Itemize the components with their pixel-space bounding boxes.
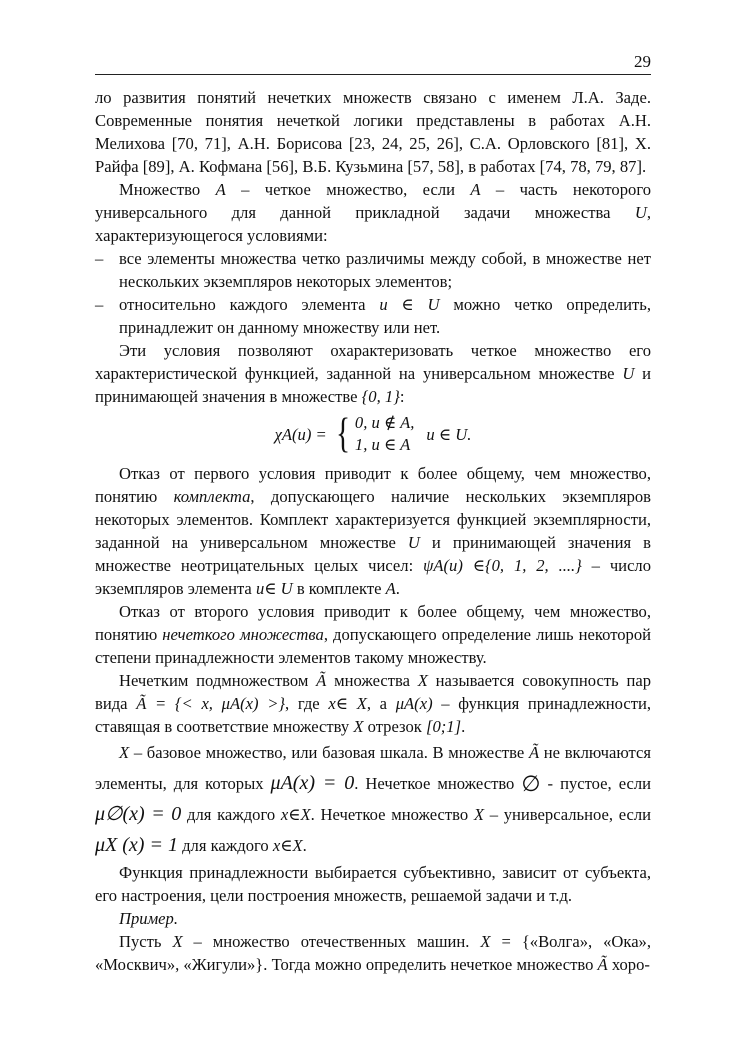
- formula-case-2: 1, u ∈ A: [354, 435, 411, 454]
- page-number: 29: [634, 52, 651, 71]
- paragraph-6: Нечетким подмножеством Ã множества X называется совокупность пар вида Ã = {< x, μA(x) >}, где x∈ X, а μA(x) – функция принадлежности, ставящая в соответствие множеству X отрезок [0;1].: [95, 671, 652, 736]
- paragraph-8: Функция принадлежности выбирается субъективно, зависит от субъекта, его настроения, цели построения множеств, решаемой задачи и т.д.: [95, 863, 651, 905]
- paragraph-4: Отказ от первого условия приводит к более общему, чем множество, понятию комплекта, допускающего наличие нескольких экземпляров некоторых элементов. Комплект характеризуется функцией экземплярности, заданной на универсальном множестве U и принимающей значения в множестве неотрицательных целых чисел: ψA(u) ∈{0, 1, 2, ....} – число экземпляров элемента u∈ U в комплекте A.: [95, 464, 652, 598]
- paragraph-7: X – базовое множество, или базовая шкала. В множестве Ã не включаются элементы, для которых μA(x) = 0. Нечеткое множество ∅ - пустое, если μ∅(x) = 0 для каждого x∈X. Нечеткое множество X – универсальное, если μX (x) = 1 для каждого x∈X.: [95, 743, 652, 856]
- formula-cases: [355, 412, 414, 456]
- list-dash: –: [95, 295, 104, 314]
- list-item: – относительно каждого элемента u ∈ U можно четко определить, принадлежит он данному множеству или нет.: [95, 295, 651, 337]
- list-item: – все элементы множества четко различимы между собой, в множестве нет нескольких экземпляров некоторых элементов;: [95, 249, 651, 291]
- formula-lhs: χA(u) =: [274, 424, 327, 444]
- characteristic-function-formula: [95, 412, 651, 456]
- example-label: Пример.: [119, 909, 178, 928]
- paragraph-3: Эти условия позволяют охарактеризовать четкое множество его характеристической функцией, заданной на универсальном множестве U и принимающей значения в множестве {0, 1}:: [95, 341, 651, 406]
- brace-icon: {: [335, 411, 350, 457]
- paragraph-9: Пусть X – множество отечественных машин. X = {«Волга», «Ока», «Москвич», «Жигули»}. Тогда можно определить нечеткое множество Ã хоро-: [95, 932, 652, 974]
- list-dash: –: [95, 249, 104, 268]
- page-body: [95, 86, 651, 976]
- paragraph-2: Множество A – четкое множество, если A – часть некоторого универсального для данной прикладной задачи множества U, характеризующегося условиями:: [95, 180, 652, 245]
- formula-rhs: u ∈ U.: [426, 424, 472, 444]
- paragraph-1: ло развития понятий нечетких множеств связано с именем Л.А. Заде. Современные понятия нечеткой логики представлены в работах А.Н. Мелихова [70, 71], А.Н. Борисова [23, 24, 25, 26], С.А. Орловского [81], Х. Райфа [89], А. Кофмана [56], В.Б. Кузьмина [57, 58], в работах [74, 78, 79, 87].: [95, 88, 651, 176]
- empty-set-symbol: ∅: [521, 771, 541, 796]
- header-rule: [95, 74, 651, 75]
- paragraph-5: Отказ от второго условия приводит к более общему, чем множество, понятию нечеткого множества, допускающего определение лишь некоторой степени принадлежности элементов такому множеству.: [95, 602, 652, 667]
- conditions-list: [95, 247, 651, 339]
- formula-case-1: 0, u ∉ A,: [354, 413, 415, 432]
